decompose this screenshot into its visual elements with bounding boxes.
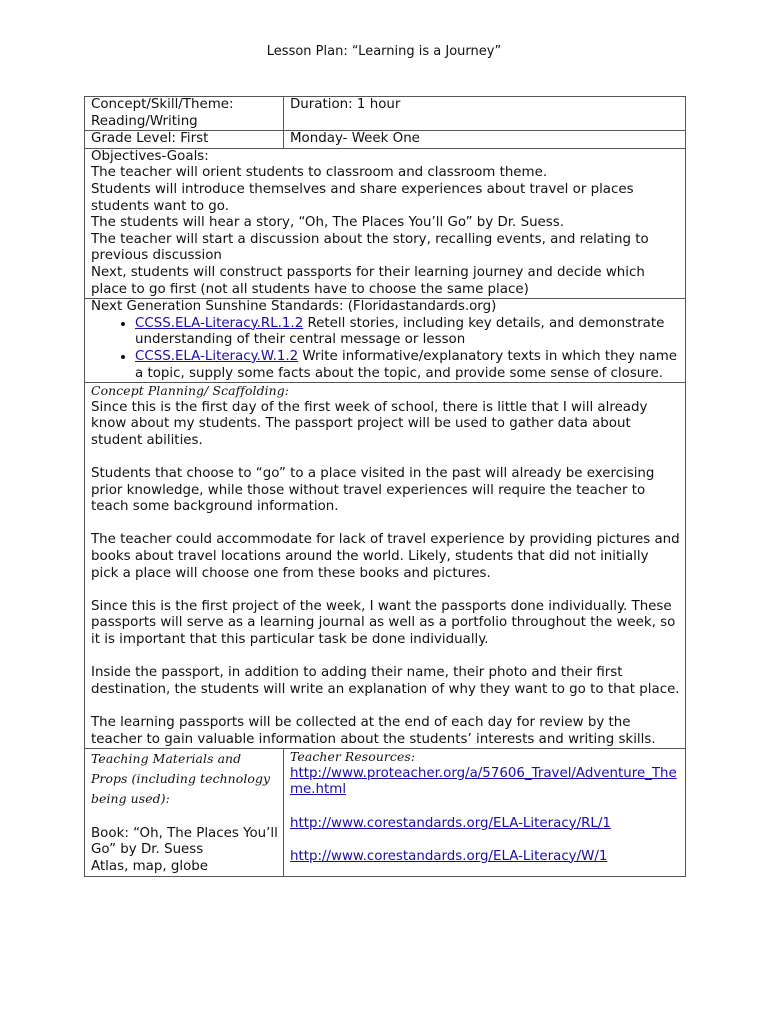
planning-paragraph: Since this is the first day of the first week of school, there is little that I will already know about my students. The passport project will be used to gather data about student abilities.: [91, 399, 648, 448]
objective-item: Students will introduce themselves and share experiences about travel or places students want to go.: [91, 181, 634, 214]
planning-paragraph: Students that choose to “go” to a place visited in the past will already be exercising prior knowledge, while those without travel experiences will require the teacher to teach some background information.: [91, 466, 655, 515]
objectives-cell: [85, 148, 686, 298]
grade-cell: Grade Level: First: [85, 131, 284, 149]
objective-item: The teacher will orient students to classroom and classroom theme.: [91, 165, 548, 181]
objective-item: The students will hear a story, “Oh, The Places You’ll Go” by Dr. Suess.: [91, 215, 564, 231]
list-item: [135, 316, 680, 349]
table-row: [85, 383, 686, 749]
planning-heading: Concept Planning/ Scaffolding:: [91, 383, 290, 399]
resource-link-proteacher[interactable]: http://www.proteacher.org/a/57606_Travel/Adventure_Theme.html: [290, 765, 677, 798]
standard-link-w[interactable]: CCSS.ELA-Literacy.W.1.2: [135, 348, 299, 364]
lesson-plan-table: [84, 96, 686, 877]
duration-cell: Duration: 1 hour: [284, 97, 686, 131]
materials-heading: Teaching Materials and Props (including technology being used):: [91, 751, 271, 807]
standards-cell: [85, 299, 686, 383]
planning-paragraph: The teacher could accommodate for lack of travel experience by providing pictures and books about travel locations around the world. Likely, students that did not initially pick a place will choose one from these books and pictures.: [91, 532, 680, 581]
planning-paragraph: Since this is the first project of the week, I want the passports done individually. These passports will serve as a learning journal as well as a portfolio throughout the week, so it is important that this particular task be done individually.: [91, 598, 676, 647]
table-row: [85, 299, 686, 383]
resources-cell: [284, 749, 686, 876]
resources-heading: Teacher Resources:: [290, 749, 416, 765]
materials-cell: [85, 749, 284, 876]
table-row: [85, 131, 686, 149]
objective-item: Next, students will construct passports for their learning journey and decide which place to go first (not all students have to choose the same place): [91, 264, 645, 297]
resource-link-w[interactable]: http://www.corestandards.org/ELA-Literacy/W/1: [290, 848, 608, 864]
standard-text: Retell stories, including key details, and demonstrate understanding of their central message or lesson: [135, 315, 665, 348]
table-row: [85, 749, 686, 876]
concept-cell: Concept/Skill/Theme: Reading/Writing: [85, 97, 284, 131]
table-row: [85, 97, 686, 131]
materials-book: Book: “Oh, The Places You’ll Go” by Dr. Suess: [91, 825, 278, 858]
materials-other: Atlas, map, globe: [91, 858, 209, 874]
page-title: Lesson Plan: “Learning is a Journey”: [266, 44, 502, 59]
list-item: [135, 349, 680, 382]
planning-paragraph: Inside the passport, in addition to adding their name, their photo and their first destination, the students will write an explanation of why they want to go to that place.: [91, 665, 680, 697]
standards-heading: Next Generation Sunshine Standards: (Floridastandards.org): [91, 299, 497, 315]
standard-text: Write informative/explanatory texts in which they name a topic, supply some facts about the topic, and provide some sense of closure.: [135, 348, 677, 381]
table-row: [85, 148, 686, 298]
objectives-heading: Objectives-Goals:: [91, 148, 209, 164]
planning-cell: [85, 383, 686, 749]
objective-item: The teacher will start a discussion about the story, recalling events, and relating to previous discussion: [91, 231, 649, 264]
standard-link-rl[interactable]: CCSS.ELA-Literacy.RL.1.2: [135, 315, 304, 331]
resource-link-rl[interactable]: http://www.corestandards.org/ELA-Literacy/RL/1: [290, 815, 611, 831]
day-cell: Monday- Week One: [284, 131, 686, 149]
standards-list: [91, 316, 680, 382]
planning-paragraph: The learning passports will be collected at the end of each day for review by the teacher to gain valuable information about the students’ interests and writing skills.: [91, 714, 656, 747]
